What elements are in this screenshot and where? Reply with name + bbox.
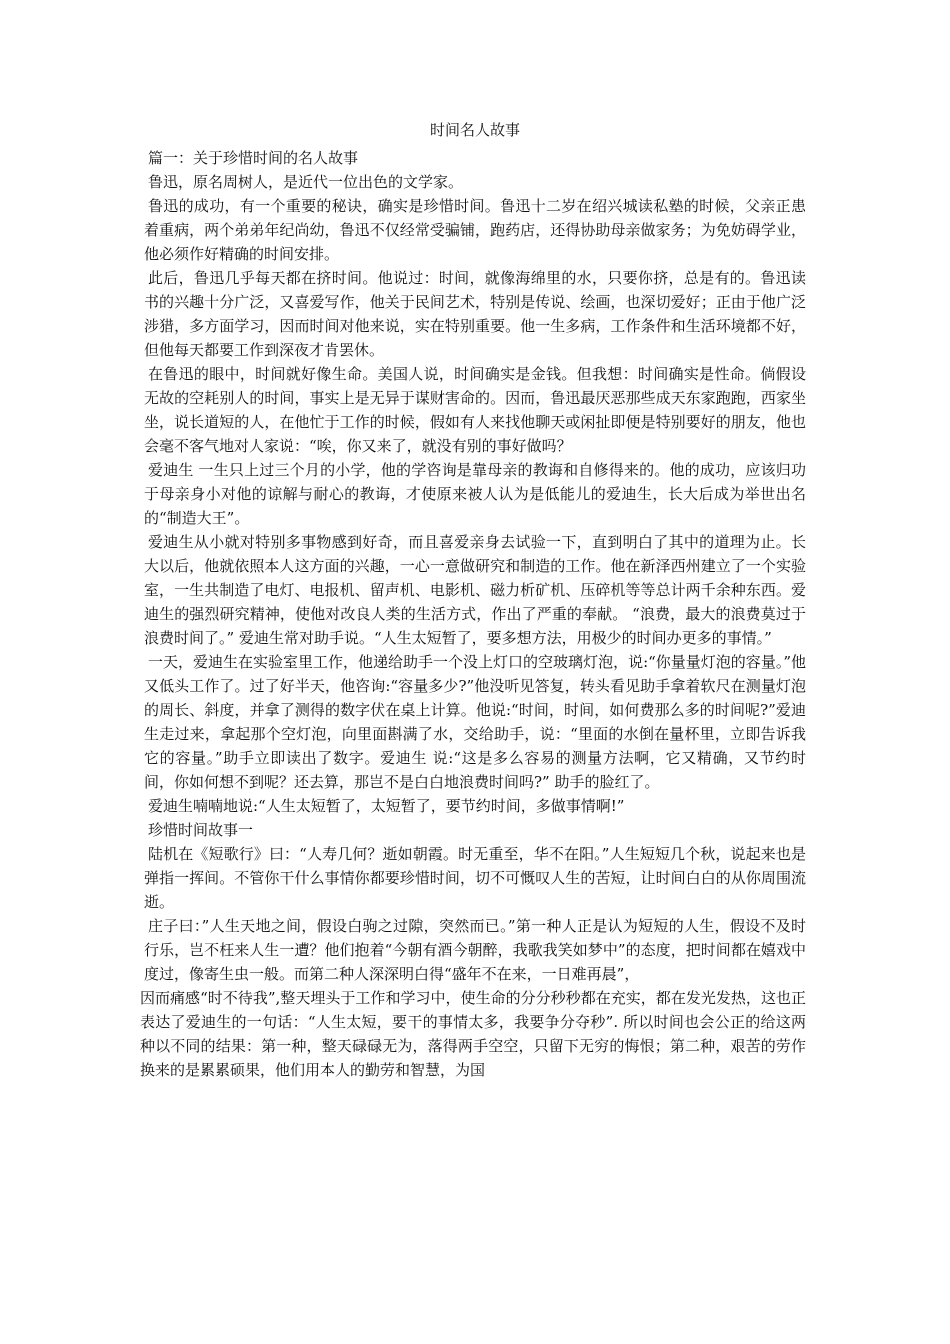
paragraph: 一天，爱迪生在实验室里工作，他递给助手一个没上灯口的空玻璃灯泡，说:“你量量灯泡的容量。”他又低头工作了。过了好半天，他咨询:“容量多少?”他没听见答复，转头看见助手拿着软尺在测量灯泡的周长、斜度，并拿了测得的数字伏在桌上计算。他说:“时间，时间，如何费那么多的时间呢?”爱迪生走过来，拿起那个空灯泡，向里面斟满了水，交给助手，说：“里面的水倒在量杯里，立即告诉我它的容量。”助手立即读出了数字。爱迪生 说:“这是多么容易的测量方法啊，它又精确，又节约时间，你如何想不到呢？还去算，那岂不是白白地浪费时间吗?” 助手的脸红了。 bbox=[144, 653, 806, 791]
document-page bbox=[140, 118, 806, 1082]
paragraph: 因而痛感“时不待我”,整天埋头于工作和学习中，使生命的分分秒秒都在充实，都在发光发热，这也正表达了爱迪生的一句话：“人生太短，要干的事情太多，我要争分夺秒”. 所以时间也会公正的给这两种以不同的结果：第一种，整天碌碌无为，落得两手空空，只留下无穷的悔恨；第二种，艰苦的劳作换来的是累累硕果，他们用本人的勤劳和智慧，为国 bbox=[140, 989, 806, 1079]
paragraph: 爱迪生从小就对特别多事物感到好奇，而且喜爱亲身去试验一下，直到明白了其中的道理为止。长大以后，他就依照本人这方面的兴趣，一心一意做研究和制造的工作。他在新泽西州建立了一个实验室，一生共制造了电灯、电报机、留声机、电影机、磁力析矿机、压碎机等等总计两千余种东西。爱迪生的强烈研究精神，使他对改良人类的生活方式，作出了严重的奉献。 “浪费，最大的浪费莫过于浪费时间了。” 爱迪生常对助手说。“人生太短暂了，要多想方法，用极少的时间办更多的事情。” bbox=[144, 533, 806, 647]
paragraph: 爱迪生喃喃地说:“人生太短暂了，太短暂了，要节约时间，多做事情啊!” bbox=[148, 797, 625, 815]
paragraph: 篇一：关于珍惜时间的名人故事 bbox=[148, 149, 359, 167]
paragraph: 鲁迅，原名周树人，是近代一位出色的文学家。 bbox=[148, 173, 464, 191]
paragraph: 陆机在《短歌行》曰：“人寿几何？逝如朝霞。时无重至，华不在阳。”人生短短几个秋，说起来也是弹指一挥间。不管你干什么事情你都要珍惜时间，切不可慨叹人生的苦短，让时间白白的从你周围流逝。 bbox=[144, 845, 806, 911]
paragraph: 爱迪生 一生只上过三个月的小学，他的学咨询是靠母亲的教诲和自修得来的。他的成功，应该归功于母亲身小对他的谅解与耐心的教诲，才使原来被人认为是低能儿的爱迪生，长大后成为举世出名的“制造大王”。 bbox=[144, 461, 806, 527]
section-heading: 珍惜时间故事一 bbox=[148, 821, 254, 839]
paragraph: 庄子曰：”人生天地之间，假设白驹之过隙，突然而已。”第一种人正是认为短短的人生，假设不及时行乐，岂不枉来人生一遭？他们抱着“今朝有酒今朝醉，我歌我笑如梦中”的态度，把时间都在嬉戏中度过，像寄生虫一般。而第二种人深深明白得“盛年不在来，一日难再晨”， bbox=[144, 917, 806, 983]
paragraph: 鲁迅的成功，有一个重要的秘诀，确实是珍惜时间。鲁迅十二岁在绍兴城读私塾的时候，父亲正患着重病，两个弟弟年纪尚幼，鲁迅不仅经常受骗铺，跑药店，还得协助母亲做家务；为免妨碍学业，他必须作好精确的时间安排。 bbox=[144, 197, 806, 263]
paragraph: 在鲁迅的眼中，时间就好像生命。美国人说，时间确实是金钱。但我想：时间确实是性命。倘假设无故的空耗别人的时间，事实上是无异于谋财害命的。因而，鲁迅最厌恶那些成天东家跑跑，西家坐坐，说长道短的人，在他忙于工作的时候，假如有人来找他聊天或闲扯即便是特别要好的朋友，他也会毫不客气地对人家说：“唉，你又来了，就没有别的事好做吗？ bbox=[144, 365, 806, 455]
paragraph: 此后，鲁迅几乎每天都在挤时间。他说过：时间，就像海绵里的水，只要你挤，总是有的。鲁迅读书的兴趣十分广泛，又喜爱写作，他关于民间艺术，特别是传说、绘画，也深切爱好；正由于他广泛涉猎，多方面学习，因而时间对他来说，实在特别重要。他一生多病，工作条件和生活环境都不好，但他每天都要工作到深夜才肯罢休。 bbox=[144, 269, 806, 359]
document-title: 时间名人故事 bbox=[429, 121, 520, 139]
